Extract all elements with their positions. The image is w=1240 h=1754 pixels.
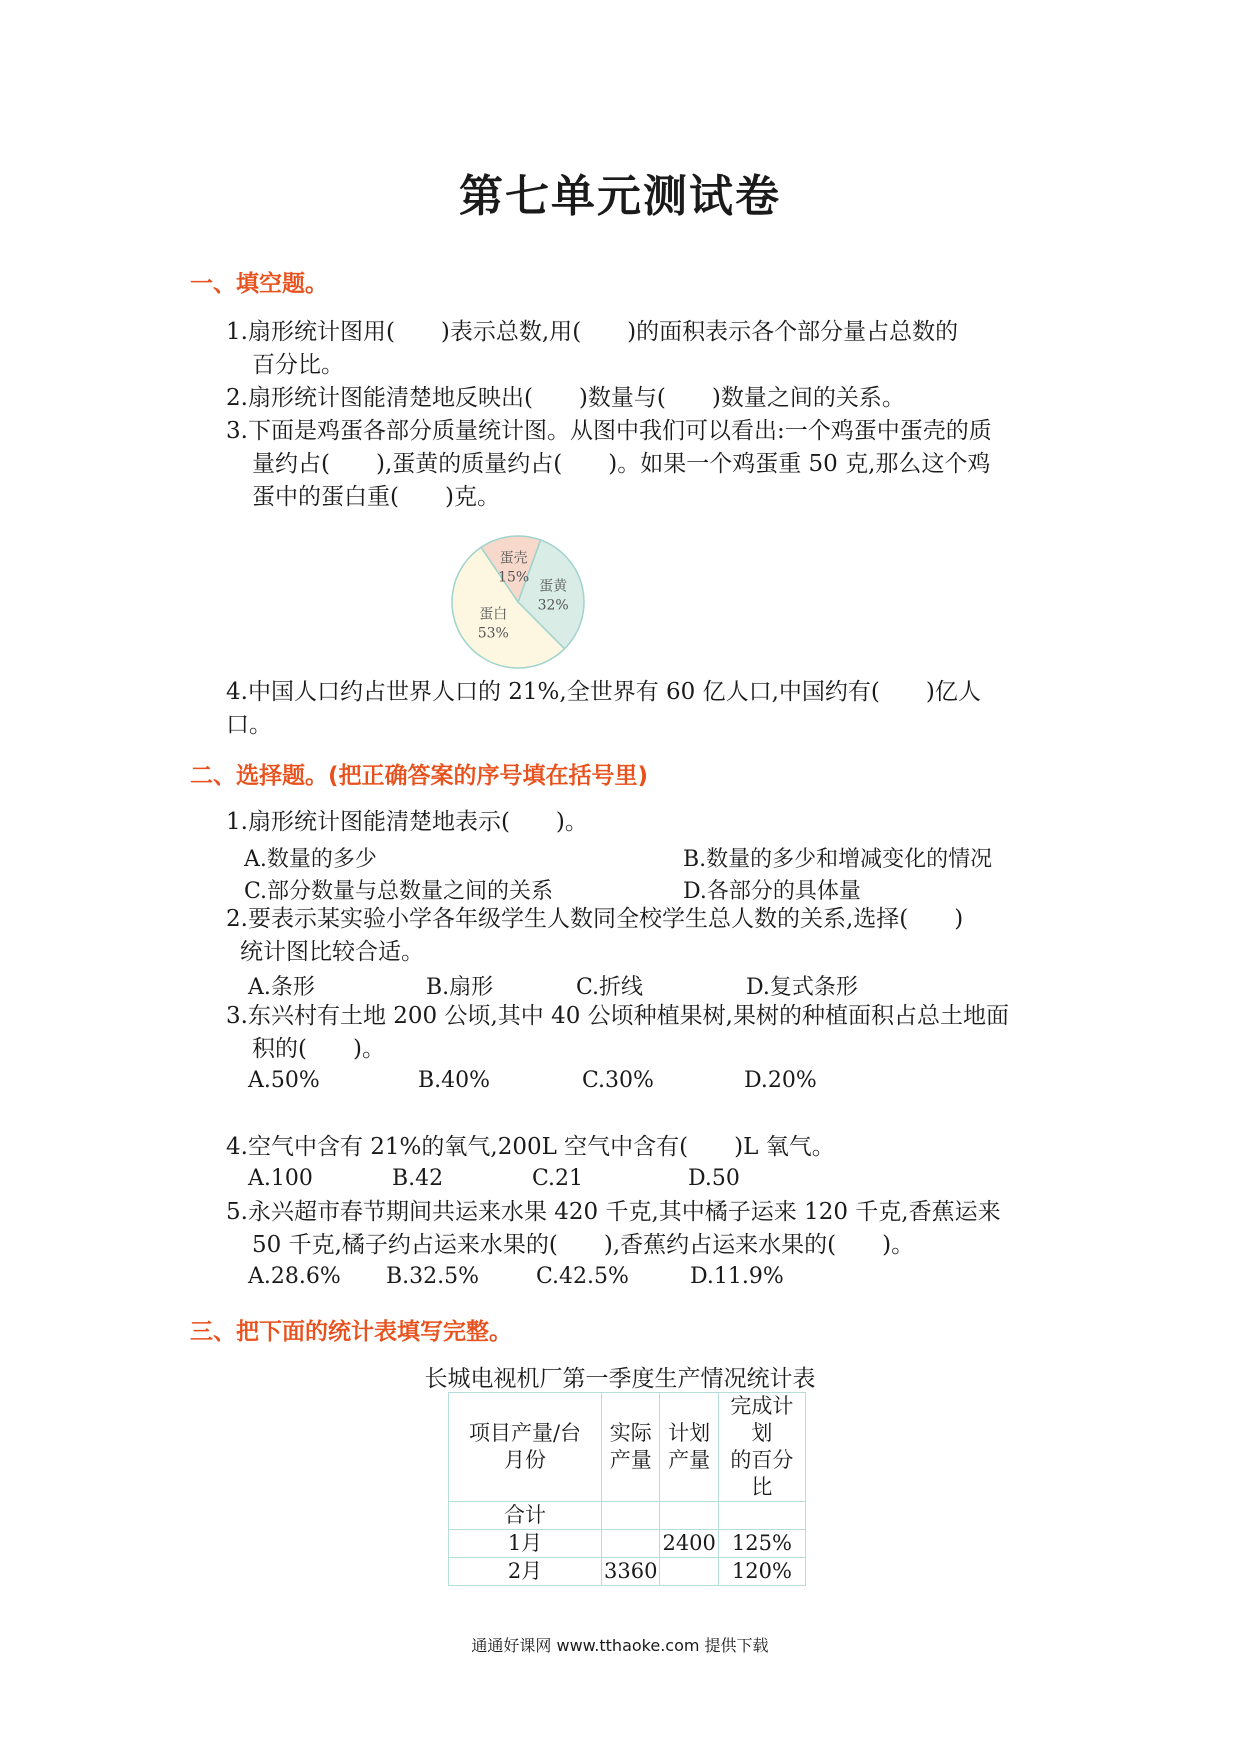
pie-slice-percent: 32% [537,597,569,614]
question-2-5-line-1: 5.永兴超市春节期间共运来水果 420 千克,其中橘子运来 120 千克,香蕉运来 [226,1199,1001,1225]
pie-slice-percent: 15% [498,569,530,586]
question-1-2: 2.扇形统计图能清楚地反映出( )数量与( )数量之间的关系。 [226,385,905,411]
table-row [449,1558,806,1586]
question-1-3-line-3: 蛋中的蛋白重( )克。 [252,484,500,510]
question-1-1-line-1: 1.扇形统计图用( )表示总数,用( )的面积表示各个部分量占总数的 [226,319,959,345]
cell-plan [660,1558,718,1586]
page-title: 第七单元测试卷 [459,171,781,222]
option-2-2-d: D.复式条形 [746,975,858,1000]
option-2-5-a: A.28.6% [248,1264,341,1289]
option-2-1-d: D.各部分的具体量 [683,879,861,904]
cell-actual [602,1530,660,1558]
option-2-3-a: A.50% [248,1068,320,1093]
header-percent-line-3: 的百分 [730,1448,794,1472]
question-2-2-line-2: 统计图比较合适。 [240,939,424,965]
question-2-1: 1.扇形统计图能清楚地表示( )。 [226,809,588,835]
question-1-1-line-2: 百分比。 [252,352,344,378]
option-2-5-b: B.32.5% [386,1264,480,1289]
option-2-3-d: D.20% [744,1068,817,1093]
option-2-4-d: D.50 [688,1166,740,1191]
option-2-1-b: B.数量的多少和增减变化的情况 [683,847,993,872]
cell-month: 2月 [449,1558,602,1586]
question-1-4-line-2: 口。 [226,712,272,738]
pie-slice-percent: 53% [477,625,509,642]
cell-actual [602,1502,660,1530]
question-2-2-line-1: 2.要表示某实验小学各年级学生人数同全校学生总人数的关系,选择( ) [226,906,964,932]
header-item-month [449,1393,602,1502]
question-2-3-line-1: 3.东兴村有土地 200 公顷,其中 40 公顷种植果树,果树的种植面积占总土地面 [226,1003,1009,1029]
option-2-4-a: A.100 [248,1166,313,1191]
production-stat-table [448,1392,806,1586]
option-2-5-d: D.11.9% [690,1264,784,1289]
option-2-2-a: A.条形 [248,975,315,1000]
section-heading-fill-blank: 一、填空题。 [190,271,328,297]
question-1-4-line-1: 4.中国人口约占世界人口的 21%,全世界有 60 亿人口,中国约有( )亿人 [226,679,981,705]
option-2-2-c: C.折线 [576,975,644,1000]
header-plan-line-2: 产量 [668,1448,711,1472]
option-2-5-c: C.42.5% [536,1264,629,1289]
question-1-3-line-1: 3.下面是鸡蛋各部分质量统计图。从图中我们可以看出:一个鸡蛋中蛋壳的质 [226,418,992,444]
option-2-2-b: B.扇形 [426,975,494,1000]
table-row [449,1530,806,1558]
cell-plan [660,1502,718,1530]
header-actual-line-1: 实际 [609,1421,652,1445]
header-percent [718,1393,805,1502]
egg-pie-chart [448,532,588,672]
header-month-line: 月份 [504,1448,546,1472]
header-actual-line-2: 产量 [609,1448,652,1472]
cell-plan: 2400 [660,1530,718,1558]
question-2-4: 4.空气中含有 21%的氧气,200L 空气中含有( )L 氧气。 [226,1134,835,1160]
question-2-3-line-2: 积的( )。 [252,1036,385,1062]
cell-percent: 125% [718,1530,805,1558]
option-2-1-c: C.部分数量与总数量之间的关系 [244,879,554,904]
section-heading-multiple-choice: 二、选择题。(把正确答案的序号填在括号里) [190,763,649,789]
option-2-3-c: C.30% [582,1068,654,1093]
option-2-1-a: A.数量的多少 [244,847,377,872]
cell-percent: 120% [718,1558,805,1586]
header-actual [602,1393,660,1502]
question-1-3-line-2: 量约占( ),蛋黄的质量约占( )。如果一个鸡蛋重 50 克,那么这个鸡 [252,451,991,477]
pie-slice-label: 蛋壳 [499,550,528,567]
section-heading-table: 三、把下面的统计表填写完整。 [190,1319,512,1345]
table-title: 长城电视机厂第一季度生产情况统计表 [424,1366,816,1392]
header-percent-line-4: 比 [751,1475,773,1499]
pie-slice-label: 蛋白 [479,606,508,623]
cell-actual: 3360 [602,1558,660,1586]
header-percent-line-1: 完成计 [730,1394,794,1418]
footer-source: 通通好课网 www.tthaoke.com 提供下载 [471,1636,769,1655]
cell-month: 合计 [449,1502,602,1530]
header-plan [660,1393,718,1502]
option-2-4-b: B.42 [392,1166,444,1191]
header-plan-line-1: 计划 [668,1421,711,1445]
table-row [449,1502,806,1530]
table-header-row [449,1393,806,1502]
pie-slice-label: 蛋黄 [539,578,568,595]
question-2-5-line-2: 50 千克,橘子约占运来水果的( ),香蕉约占运来水果的( )。 [252,1232,915,1258]
cell-percent [718,1502,805,1530]
header-item-line: 项目产量/台 [468,1421,582,1445]
option-2-4-c: C.21 [532,1166,584,1191]
option-2-3-b: B.40% [418,1068,491,1093]
header-percent-line-2: 划 [751,1421,773,1445]
cell-month: 1月 [449,1530,602,1558]
